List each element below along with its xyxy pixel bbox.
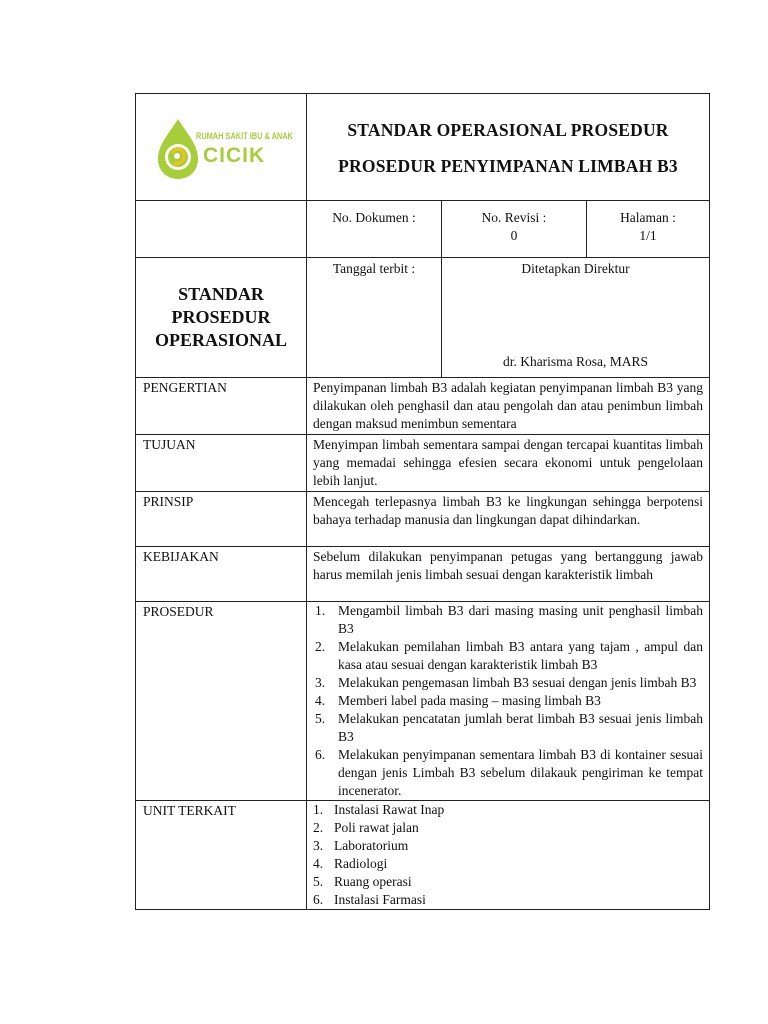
row-text-prinsip: Mencegah terlepasnya limbah B3 ke lingkungan sehingga berpotensi bahaya terhadap manusia dan lingkungan dapat dihindarkan. xyxy=(307,492,710,547)
row-label-unit: UNIT TERKAIT xyxy=(136,801,307,910)
side-title-line2: PROSEDUR xyxy=(171,307,271,327)
list-item-text: Radiologi xyxy=(334,856,388,871)
issue-date-label: Tanggal terbit : xyxy=(332,261,416,276)
page-cell xyxy=(587,201,710,258)
side-title-line1: STANDAR xyxy=(178,284,264,304)
logo-text-line2: CICIK xyxy=(203,144,266,167)
logo-cell-continued xyxy=(136,201,307,258)
logo-text-line1: RUMAH SAKIT IBU & ANAK xyxy=(196,131,293,141)
logo-cell xyxy=(136,94,307,201)
related-unit-item xyxy=(307,801,703,819)
row-label-pengertian: PENGERTIAN xyxy=(136,378,307,435)
procedure-step xyxy=(307,710,703,746)
list-item-text: Melakukan pemilahan limbah B3 antara yang tajam , ampul dan kasa atau sesuai dengan karakteristik limbah B3 xyxy=(338,639,703,672)
list-number: 1. xyxy=(313,802,324,817)
page-value: 1/1 xyxy=(639,228,657,243)
procedure-step xyxy=(307,638,703,674)
revision-cell xyxy=(442,201,587,258)
row-label-tujuan: TUJUAN xyxy=(136,435,307,492)
row-text-pengertian: Penyimpanan limbah B3 adalah kegiatan penyimpanan limbah B3 yang dilakukan oleh penghasil dan atau pengolah dan atau penimbun limbah dengan maksud menimbun sementara xyxy=(307,378,710,435)
procedure-step xyxy=(307,746,703,800)
list-item-text: Instalasi Farmasi xyxy=(334,892,426,907)
procedure-step xyxy=(307,674,703,692)
procedure-step xyxy=(307,602,703,638)
related-unit-item xyxy=(307,837,703,855)
doc-number-label: No. Dokumen : xyxy=(332,210,416,225)
list-number: 4. xyxy=(313,856,324,871)
row-text-tujuan: Menyimpan limbah sementara sampai dengan tercapai kuantitas limbah yang memadai sehingga efesien secara ekonomi untuk pengelolaan lebih lanjut. xyxy=(307,435,710,492)
revision-value: 0 xyxy=(510,228,518,243)
list-number: 6. xyxy=(313,892,324,907)
approved-by-label: Ditetapkan Direktur xyxy=(521,261,630,276)
hospital-logo xyxy=(148,107,298,187)
list-item-text: Poli rawat jalan xyxy=(334,820,419,835)
list-item-text: Mengambil limbah B3 dari masing masing unit penghasil limbah B3 xyxy=(338,603,703,636)
procedure-list xyxy=(307,602,709,800)
row-label-prinsip: PRINSIP xyxy=(136,492,307,547)
list-item-text: Melakukan pengemasan limbah B3 sesuai dengan jenis limbah B3 xyxy=(338,675,697,690)
list-item-text: Ruang operasi xyxy=(334,874,412,889)
procedure-step xyxy=(307,692,703,710)
list-number: 6. xyxy=(315,747,326,762)
related-unit-item xyxy=(307,891,703,909)
list-number: 4. xyxy=(315,693,326,708)
approval-cell xyxy=(442,258,710,378)
related-unit-item xyxy=(307,855,703,873)
related-unit-item xyxy=(307,873,703,891)
list-number: 5. xyxy=(315,711,326,726)
list-number: 1. xyxy=(315,603,326,618)
document-title: STANDAR OPERASIONAL PROSEDUR xyxy=(347,120,669,140)
row-label-kebijakan: KEBIJAKAN xyxy=(136,547,307,602)
list-item-text: Melakukan penyimpanan sementara limbah B3 di kontainer sesuai dengan jenis Limbah B3 sebelum dilakauk pengiriman ke tempat incenerator. xyxy=(338,747,703,798)
page-label: Halaman : xyxy=(620,210,676,225)
revision-label: No. Revisi : xyxy=(481,210,547,225)
list-item-text: Melakukan pencatatan jumlah berat limbah B3 sesuai jenis limbah B3 xyxy=(338,711,703,744)
related-unit-list xyxy=(307,801,709,909)
sop-document xyxy=(135,93,709,910)
document-subtitle: PROSEDUR PENYIMPANAN LIMBAH B3 xyxy=(338,156,678,176)
sop-table xyxy=(135,93,710,910)
issue-date-cell xyxy=(307,258,442,378)
title-cell xyxy=(307,94,710,201)
list-item-text: Instalasi Rawat Inap xyxy=(334,802,445,817)
director-name: dr. Kharisma Rosa, MARS xyxy=(502,354,649,369)
list-number: 2. xyxy=(315,639,326,654)
list-number: 3. xyxy=(313,838,324,853)
list-number: 2. xyxy=(313,820,324,835)
related-unit-item xyxy=(307,819,703,837)
row-content-prosedur xyxy=(307,602,710,801)
side-title-line3: OPERASIONAL xyxy=(154,330,288,350)
row-text-kebijakan: Sebelum dilakukan penyimpanan petugas yang bertanggung jawab harus memilah jenis limbah sesuai dengan karakteristik limbah xyxy=(307,547,710,602)
side-title-cell xyxy=(136,258,307,378)
list-number: 3. xyxy=(315,675,326,690)
list-item-text: Memberi label pada masing – masing limbah B3 xyxy=(338,693,601,708)
row-label-prosedur: PROSEDUR xyxy=(136,602,307,801)
doc-number-cell xyxy=(307,201,442,258)
list-number: 5. xyxy=(313,874,324,889)
row-content-unit xyxy=(307,801,710,910)
list-item-text: Laboratorium xyxy=(334,838,409,853)
